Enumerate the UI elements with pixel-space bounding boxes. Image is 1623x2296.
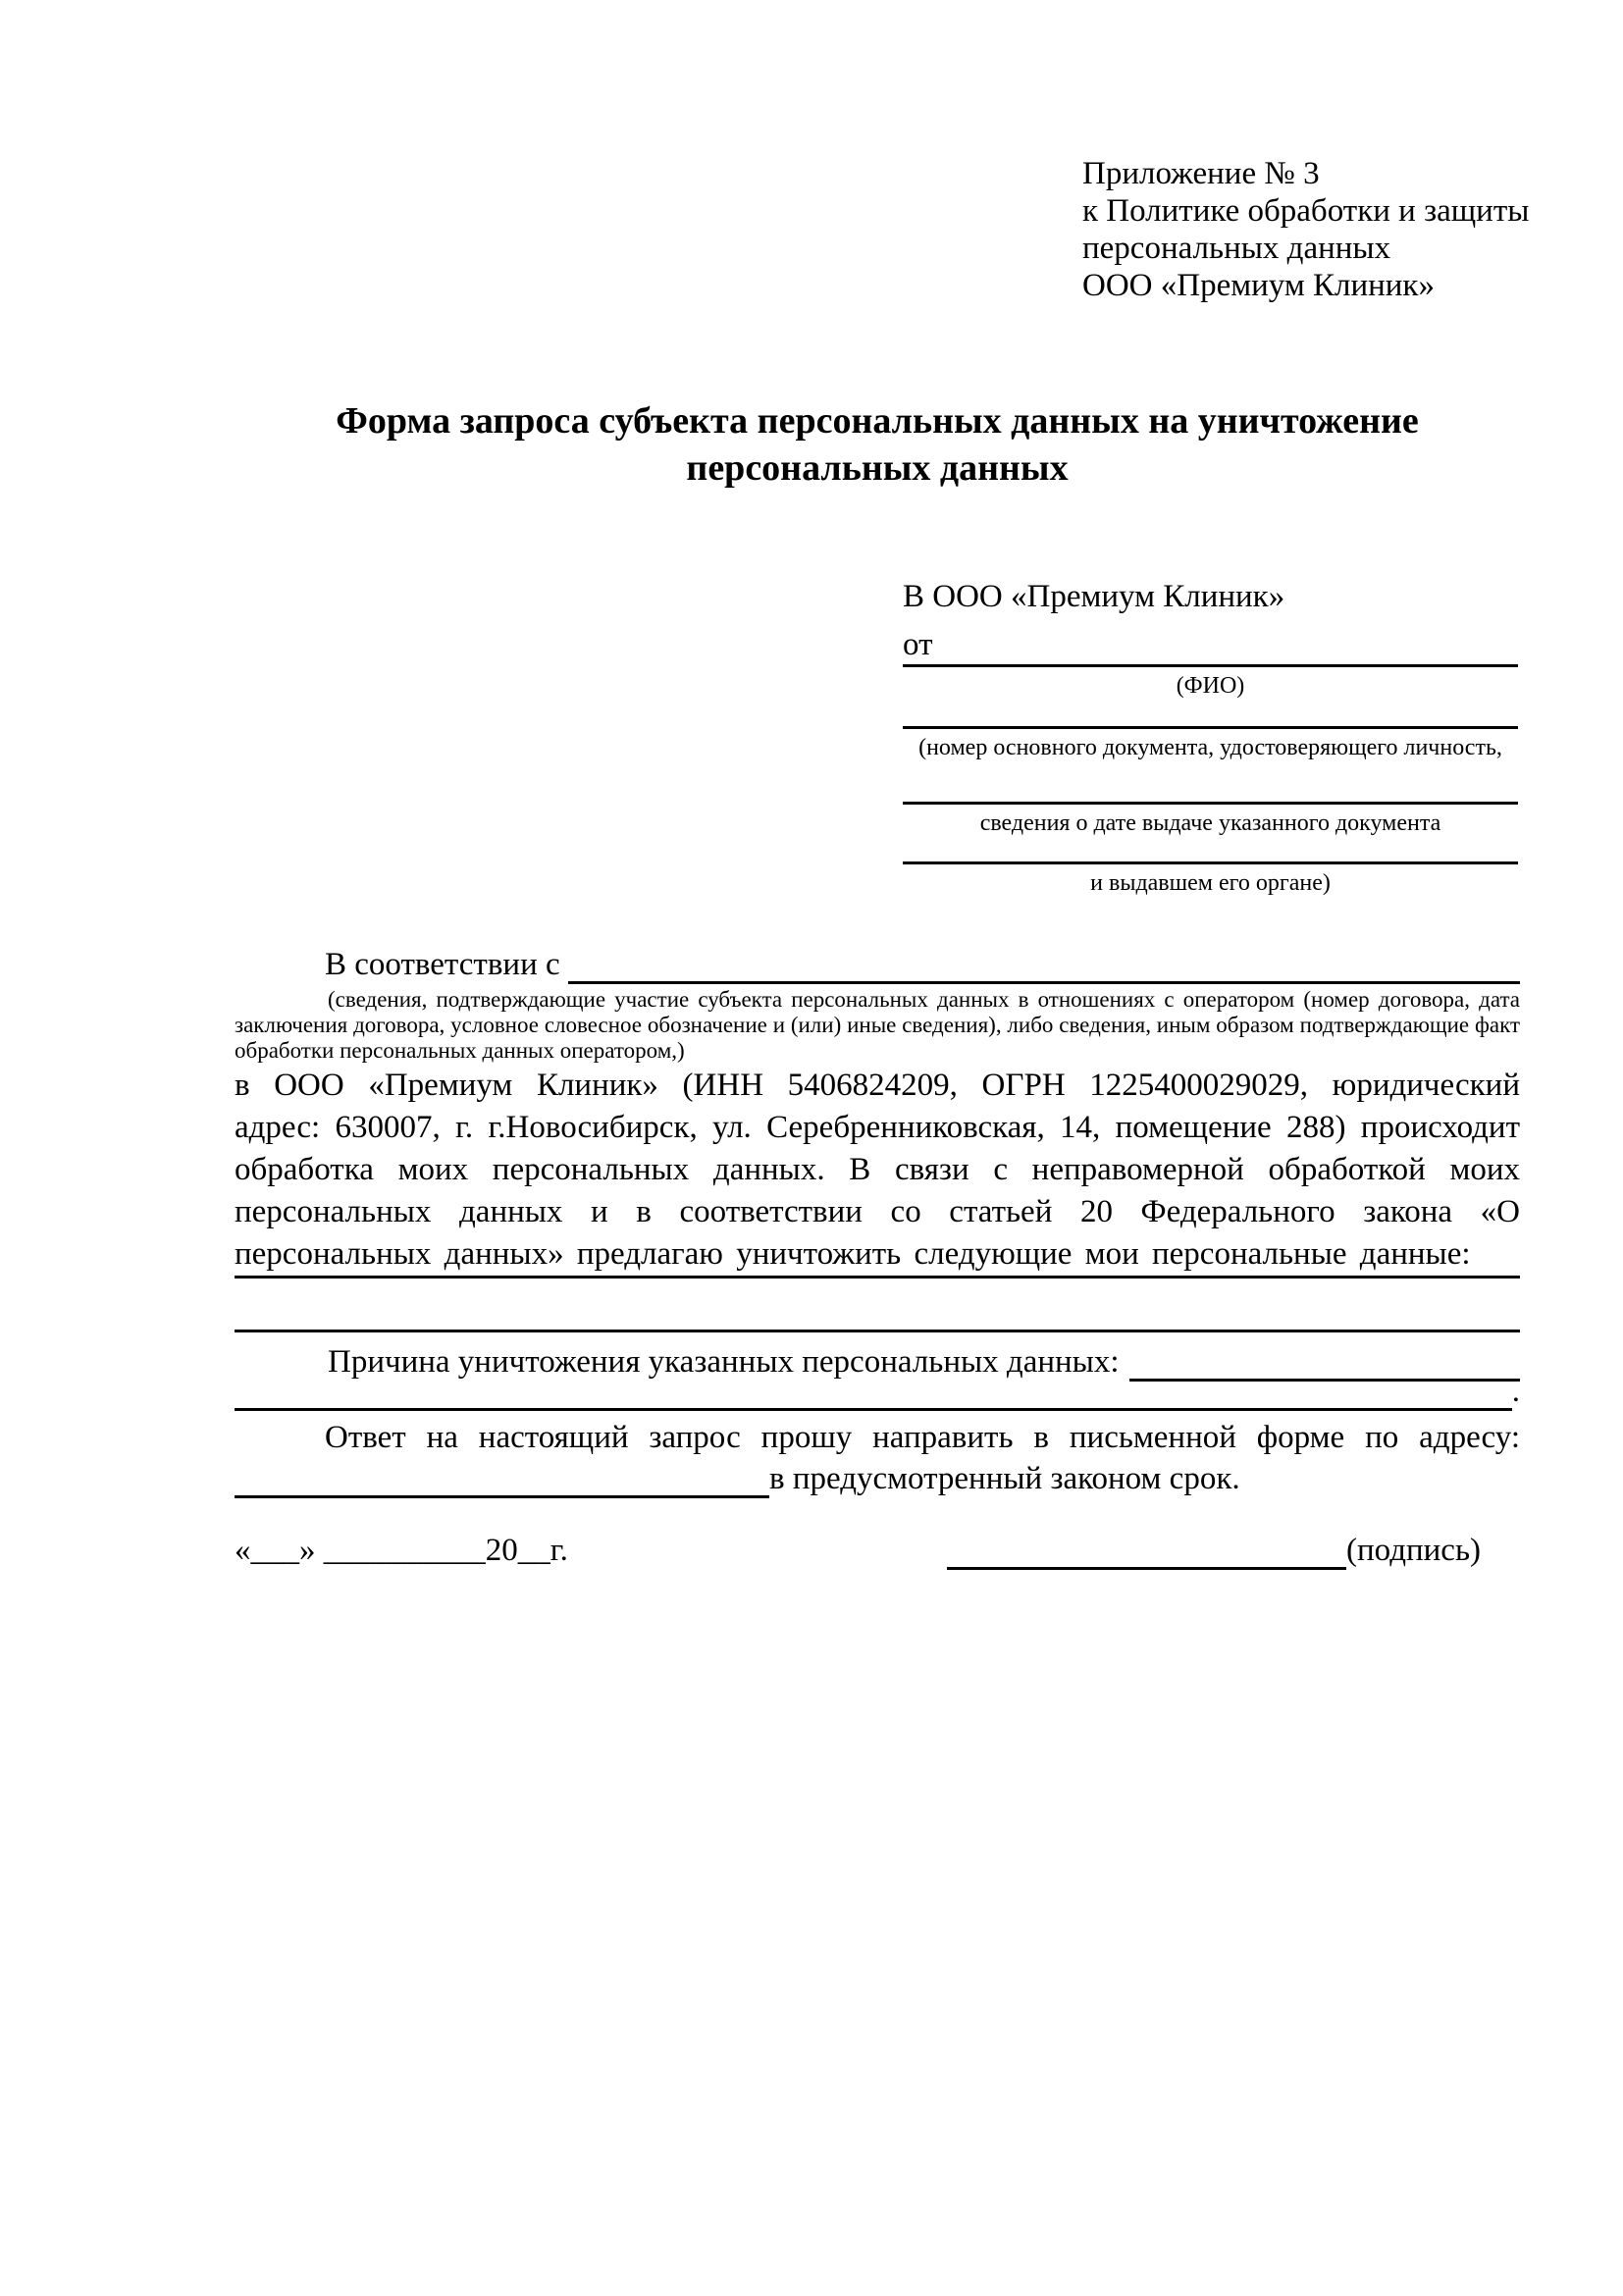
signature-fill-line xyxy=(947,1537,1346,1570)
addressee-block xyxy=(903,577,1518,898)
fio-fill-field xyxy=(903,664,1518,701)
accordance-fill-line xyxy=(568,951,1520,984)
issue-date-fill-field xyxy=(903,802,1518,838)
signature-caption: (подпись) xyxy=(1346,1533,1481,1568)
issue-date-caption: сведения о дате выдаче указанного документа xyxy=(979,810,1441,836)
reason-line-terminator: . xyxy=(1511,1374,1520,1409)
fio-caption: (ФИО) xyxy=(1176,673,1245,699)
footer-row xyxy=(235,1531,1520,1570)
accordance-section xyxy=(235,945,1520,1064)
response-request-line1: Ответ на настоящий запрос прошу направить в письменной форме по адресу: xyxy=(325,1420,1520,1455)
personal-data-fill-line xyxy=(235,1330,1520,1332)
address-fill-line xyxy=(235,1465,769,1498)
response-request-line2 xyxy=(235,1459,1520,1498)
issuing-authority-fill-field xyxy=(903,861,1518,898)
appendix-header-line: к Политике обработки и защиты xyxy=(1082,193,1530,229)
document-title: Форма запроса субъекта персональных данных на уничтожение персональных данных xyxy=(336,400,1419,489)
reason-continuation-row xyxy=(235,1372,1520,1411)
signature-group xyxy=(947,1531,1481,1570)
appendix-header-line: Приложение № 3 xyxy=(1082,156,1320,191)
document-number-fill-field xyxy=(903,726,1518,762)
accordance-note: (сведения, подтверждающие участие субъекта персональных данных в отношениях с оператором (номер договора, дата заключения договора, условное словесное обозначение и (или) иные сведения), либо сведения, иным образом подтверждающие факт обработки персональных данных оператором,) xyxy=(235,987,1520,1063)
accordance-lead-row xyxy=(235,945,1520,984)
addressee-from-label: от xyxy=(903,627,933,662)
personal-data-fill-line xyxy=(235,1276,1520,1278)
appendix-header-line: персональных данных xyxy=(1082,231,1391,266)
reason-fill-line xyxy=(235,1378,1512,1411)
issuing-authority-caption: и выдавшем его органе) xyxy=(1090,870,1331,896)
appendix-header xyxy=(1082,155,1529,304)
addressee-organization: В ООО «Премиум Клиник» xyxy=(903,579,1285,614)
document-number-caption: (номер основного документа, удостоверяющего личность, xyxy=(918,735,1502,760)
response-request-line2-text: в предусмотренный законом срок. xyxy=(769,1461,1240,1496)
body-paragraph: в ООО «Премиум Клиник» (ИНН 5406824209, ОГРН 1225400029029, юридический адрес: 630007, г. г.Новосибирск, ул. Серебренниковская, 14, помещение 288) происходит обработка моих персональных данных. В связи с неправомерной обработкой моих персональных данных и в соответствии со статьей 20 Федерального закона «О персональных данных» предлагаю уничтожить следующие мои персональные данные: xyxy=(235,1068,1520,1272)
appendix-header-line: ООО «Премиум Клиник» xyxy=(1082,268,1435,303)
accordance-lead-text: В соответствии с xyxy=(325,947,560,982)
reason-label: Причина уничтожения указанных персональных данных: xyxy=(328,1344,1120,1380)
date-fill-text: «___» __________20__г. xyxy=(235,1533,568,1568)
